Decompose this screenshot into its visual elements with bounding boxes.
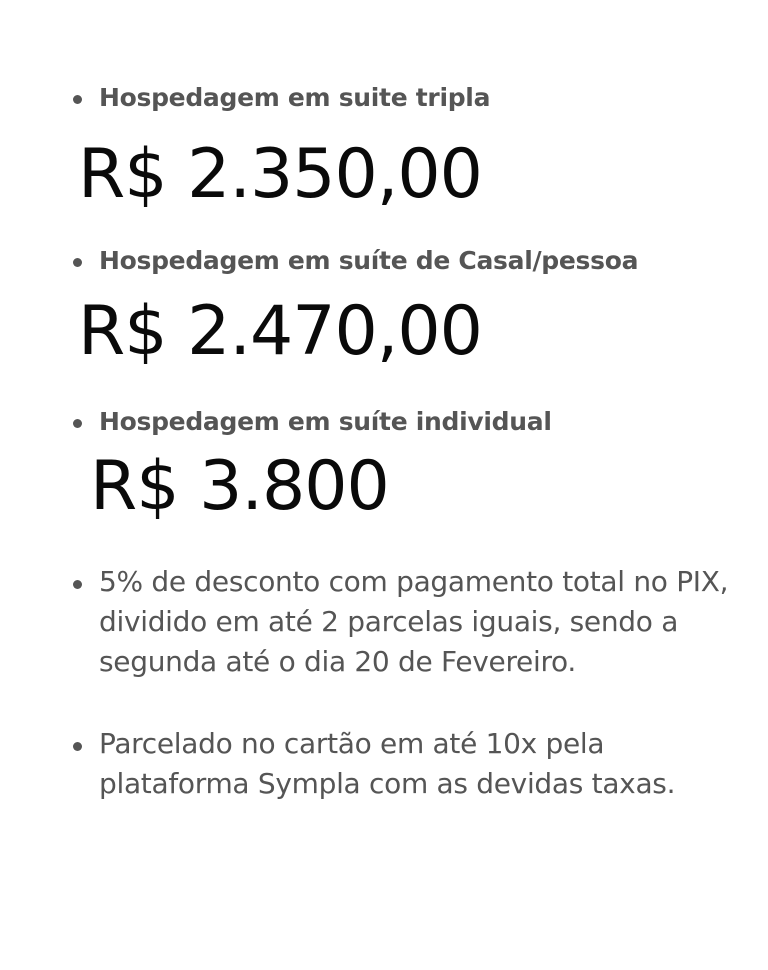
offer-label-suite-tripla: Hospedagem em suite tripla [99, 83, 491, 112]
bullet-dot [73, 742, 82, 751]
offer-price-suite-individual: R$ 3.800 [90, 447, 389, 526]
payment-note-pix: 5% de desconto com pagamento total no PIX, dividido em até 2 parcelas iguais, sendo a segunda até o dia 20 de Fevereiro. [99, 565, 729, 678]
bullet-dot [73, 258, 82, 267]
bullet-dot [73, 419, 82, 428]
bullet-dot [73, 580, 82, 589]
offer-price-suite-casal: R$ 2.470,00 [78, 292, 482, 371]
offer-price-suite-tripla: R$ 2.350,00 [78, 135, 482, 214]
offer-label-suite-individual: Hospedagem em suíte individual [99, 407, 552, 436]
payment-note-card: Parcelado no cartão em até 10x pela plataforma Sympla com as devidas taxas. [99, 727, 676, 800]
offer-label-suite-casal: Hospedagem em suíte de Casal/pessoa [99, 246, 639, 275]
bullet-dot [73, 95, 82, 104]
